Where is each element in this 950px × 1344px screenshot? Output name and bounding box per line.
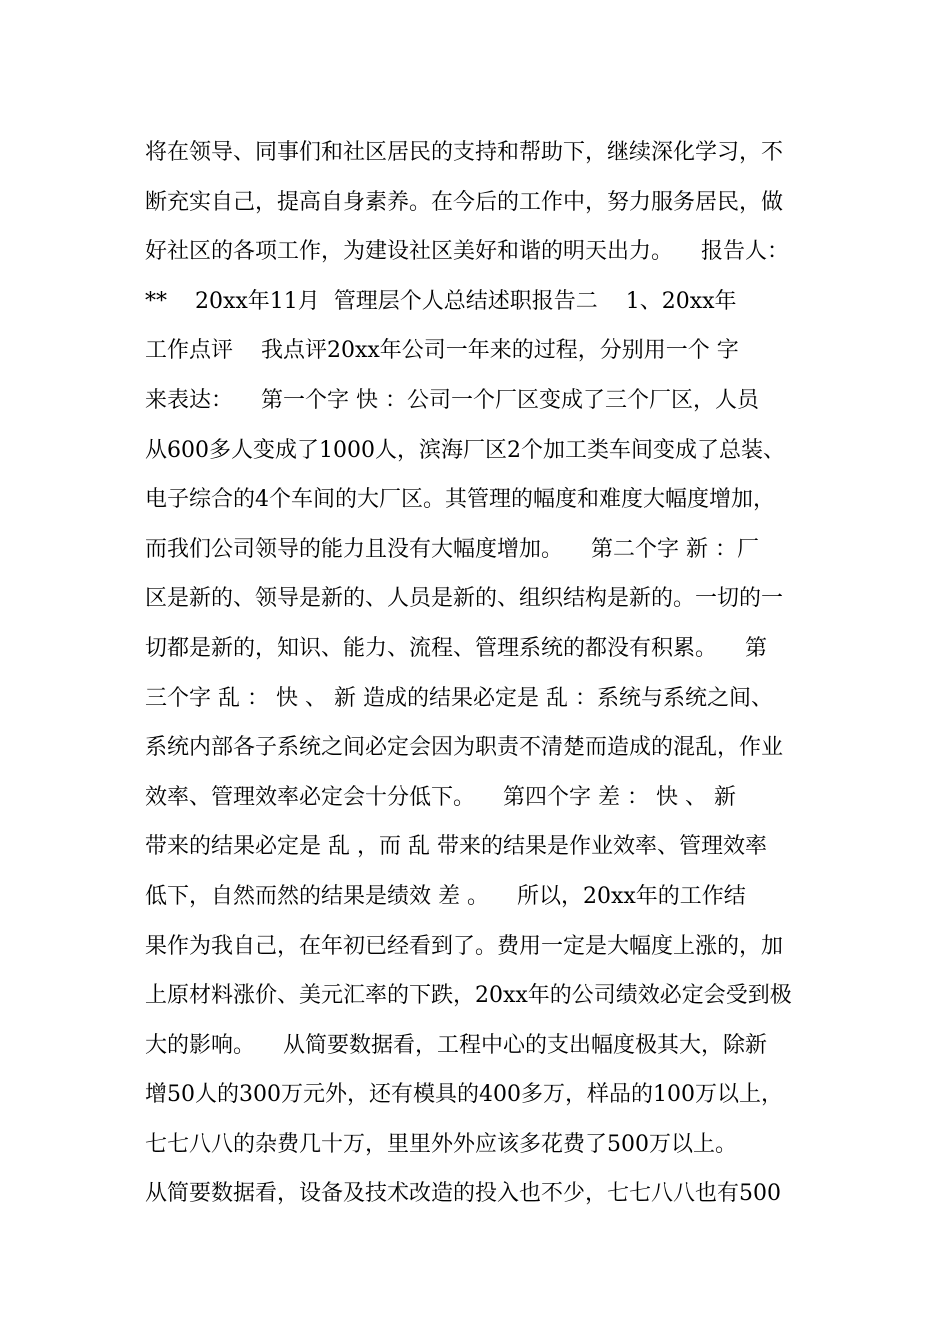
text-line: 切都是新的，知识、能力、流程、管理系统的都没有积累。 第 [145,635,767,661]
text-line: 电子综合的4个车间的大厂区。其管理的幅度和难度大幅度增加， [145,487,775,513]
text-line: ** 20xx年11月 管理层个人总结述职报告二 1、20xx年 [145,288,737,314]
text-line: 果作为我自己，在年初已经看到了。费用一定是大幅度上涨的，加 [145,933,784,959]
text-line: 从简要数据看，设备及技术改造的投入也不少，七七八八也有500 [145,1181,781,1207]
text-line: 区是新的、领导是新的、人员是新的、组织结构是新的。一切的一 [145,586,784,612]
text-line: 效率、管理效率必定会十分低下。 第四个字 差 ： 快 、 新 [145,784,736,810]
text-line: 低下，自然而然的结果是绩效 差 。 所以，20xx年的工作结 [145,883,746,909]
text-line: 断充实自己，提高自身素养。在今后的工作中，努力服务居民，做 [145,189,784,215]
body-text [145,128,835,1219]
text-line: 好社区的各项工作，为建设社区美好和谐的明天出力。 报告人： [145,239,789,265]
text-line: 上原材料涨价、美元汇率的下跌，20xx年的公司绩效必定会受到极 [145,983,792,1009]
text-line: 工作点评 我点评20xx年公司一年来的过程，分别用一个 字 [145,338,739,364]
text-line: 三个字 乱 ： 快 、 新 造成的结果必定是 乱 ：系统与系统之间、 [145,685,773,711]
text-line: 从600多人变成了1000人，滨海厂区2个加工类车间变成了总装、 [145,437,785,463]
text-line: 来表达： 第一个字 快 ：公司一个厂区变成了三个厂区，人员 [145,387,759,413]
text-line: 而我们公司领导的能力且没有大幅度增加。 第二个字 新 ：厂 [145,536,759,562]
text-line: 将在领导、同事们和社区居民的支持和帮助下，继续深化学习，不 [145,140,784,165]
text-line: 增50人的300万元外，还有模具的400多万，样品的100万以上， [145,1082,783,1108]
text-line: 七七八八的杂费几十万，里里外外应该多花费了500万以上。 [145,1131,737,1157]
text-line: 带来的结果必定是 乱 ，而 乱 带来的结果是作业效率、管理效率 [145,834,767,860]
text-line: 系统内部各子系统之间必定会因为职责不清楚而造成的混乱，作业 [145,735,784,761]
text-line: 大的影响。 从简要数据看，工程中心的支出幅度极其大，除新 [145,1032,767,1058]
